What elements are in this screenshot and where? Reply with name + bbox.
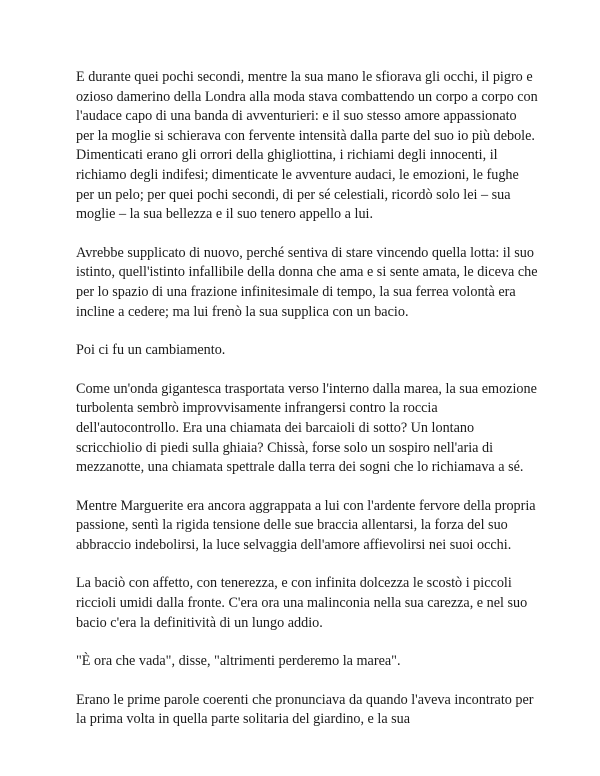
paragraph-6: La baciò con affetto, con tenerezza, e con infinita dolcezza le scostò i piccoli riccioli umidi dalla fronte. C'era ora una malinconia nella sua carezza, e nel suo bacio c'era la definitività di un lungo addio. (76, 575, 528, 631)
paragraph-1: E durante quei pochi secondi, mentre la sua mano le sfiorava gli occhi, il pigro e ozioso damerino della Londra alla moda stava combattendo un corpo a corpo con l'audace capo di una banda di avventurieri: e il suo stesso amore appassionato per la moglie si schierava con fervente intensità dalla parte del suo io più debole. Dimenticati erano gli orrori della ghigliottina, i richiami degli innocenti, il richiamo degli indifesi; dimenticate le avventure audaci, le emozioni, le fughe per un pelo; per quei pochi secondi, di per sé celestiali, ricordò solo lei – sua moglie – la sua bellezza e il suo tenero appello a lui. (76, 69, 538, 223)
body-text (76, 68, 538, 730)
paragraph-3: Poi ci fu un cambiamento. (76, 342, 226, 359)
paragraph-5: Mentre Marguerite era ancora aggrappata a lui con l'ardente fervore della propria passione, sentì la rigida tensione delle sue braccia allentarsi, la forza del suo abbraccio indebolirsi, la luce selvaggia dell'amore affievolirsi nei suoi occhi. (76, 497, 536, 553)
paragraph-8: Erano le prime parole coerenti che pronunciava da quando l'aveva incontrato per la prima volta in quella parte solitaria del giardino, e la sua (76, 691, 534, 728)
paragraph-4: Come un'onda gigantesca trasportata verso l'interno dalla marea, la sua emozione turbolenta sembrò improvvisamente infrangersi contro la roccia dell'autocontrollo. Era una chiamata dei barcaioli di sotto? Un lontano scricchiolio di piedi sulla ghiaia? Chissà, forse solo un sospiro nell'aria di mezzanotte, una chiamata spettrale dalla terra dei sogni che lo richiamava a sé. (76, 380, 537, 476)
paragraph-7: "È ora che vada", disse, "altrimenti perderemo la marea". (76, 653, 401, 670)
paragraph-2: Avrebbe supplicato di nuovo, perché sentiva di stare vincendo quella lotta: il suo istinto, quell'istinto infallibile della donna che ama e si sente amata, le diceva che per lo spazio di una frazione infinitesimale di tempo, la sua ferrea volontà era incline a cedere; ma lui frenò la sua supplica con un bacio. (76, 244, 538, 320)
